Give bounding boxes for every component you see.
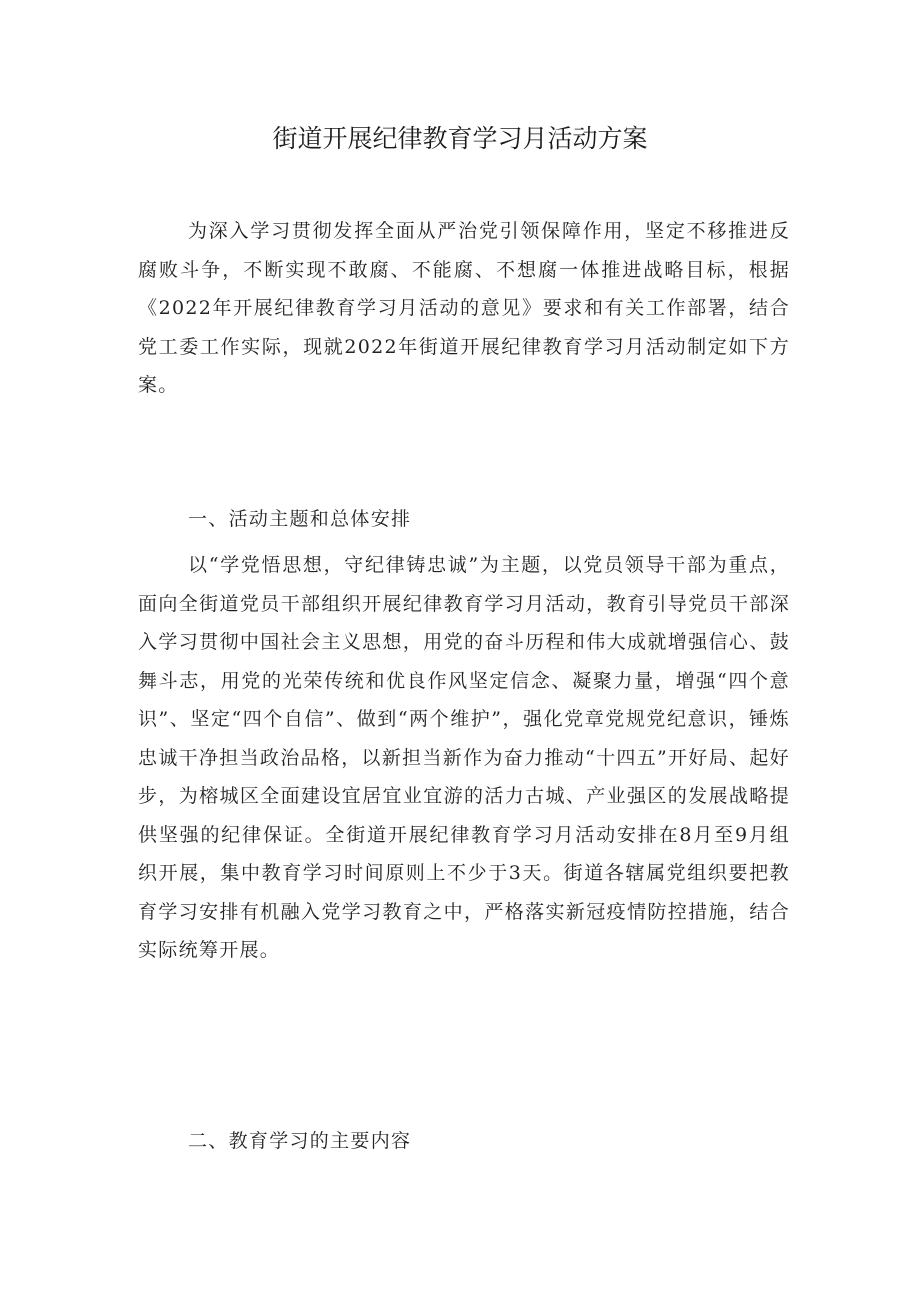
section-1-heading: 一、活动主题和总体安排: [188, 508, 412, 530]
section-2-heading: 二、教育学习的主要内容: [188, 1130, 412, 1152]
intro-paragraph: 为深入学习贯彻发挥全面从严治党引领保障作用，坚定不移推进反腐败斗争，不断实现不敢腐、不能腐、不想腐一体推进战略目标，根据《2022年开展纪律教育学习月活动的意见》要求和有关工作部署，结合党工委工作实际，现就2022年街道开展纪律教育学习月活动制定如下方案。: [138, 220, 790, 396]
section-1-body: 以“学党悟思想，守纪律铸忠诚”为主题，以党员领导干部为重点，面向全街道党员干部组织开展纪律教育学习月活动，教育引导党员干部深入学习贯彻中国社会主义思想，用党的奋斗历程和伟大成就增强信心、鼓舞斗志，用党的光荣传统和优良作风坚定信念、凝聚力量，增强“四个意识”、坚定“四个自信”、做到“两个维护”，强化党章党规党纪意识，锤炼忠诚干净担当政治品格，以新担当新作为奋力推动“十四五”开好局、起好步，为榕城区全面建设宜居宜业宜游的活力古城、产业强区的发展战略提供坚强的纪律保证。全街道开展纪律教育学习月活动安排在8月至9月组织开展，集中教育学习时间原则上不少于3天。街道各辖属党组织要把教育学习安排有机融入党学习教育之中，严格落实新冠疫情防控措施，结合实际统筹开展。: [138, 554, 790, 961]
document-title: 街道开展纪律教育学习月活动方案: [272, 124, 648, 153]
